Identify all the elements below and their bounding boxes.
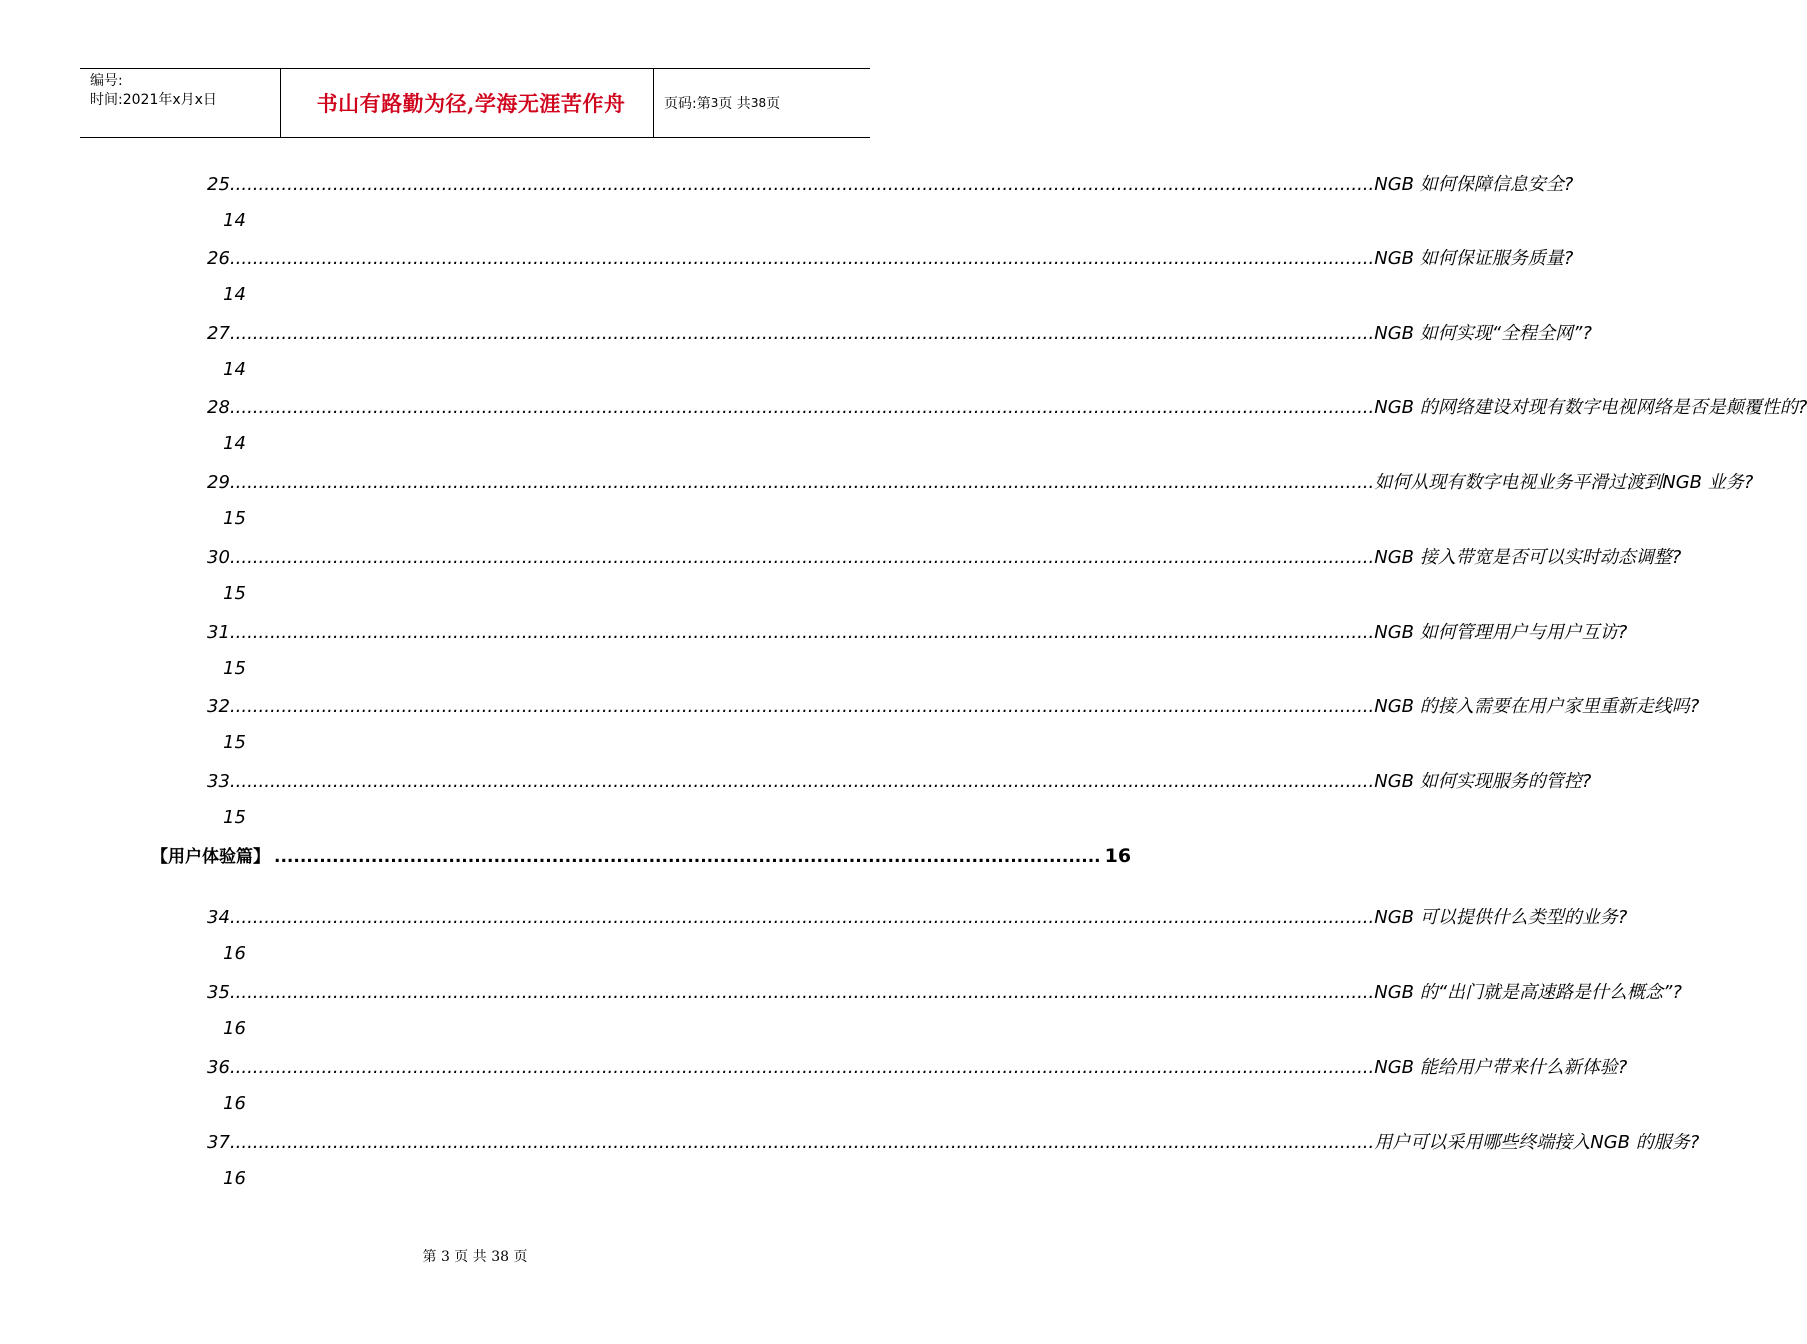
toc-leader-dots: ........................................................................................................................................................................................................ (229, 397, 1375, 418)
toc-entry[interactable] (207, 694, 1700, 756)
header-page-info (654, 69, 870, 137)
toc-leader-dots: ........................................................................................................................................................................................................ (229, 1132, 1375, 1153)
toc-entry-title: NGB 的接入需要在用户家里重新走线吗? (1374, 696, 1700, 717)
toc-entry[interactable] (207, 1055, 1628, 1117)
toc-entry-title: NGB 如何保障信息安全? (1374, 174, 1574, 195)
toc-entry-page: 15 (223, 807, 246, 828)
toc-entry[interactable] (207, 620, 1628, 682)
toc-entry-page: 14 (223, 359, 246, 380)
section-leader-dots: ................................................................................................................................ (274, 847, 1101, 867)
toc-entry-number: 29 (207, 472, 230, 493)
toc-entry-page: 14 (223, 210, 246, 231)
toc-entry-number: 30 (207, 547, 230, 568)
toc-entry-page: 14 (223, 433, 246, 454)
toc-entry-page: 15 (223, 732, 246, 753)
toc-entry[interactable] (207, 321, 1592, 383)
toc-entry-number: 36 (207, 1057, 230, 1078)
toc-leader-dots: ........................................................................................................................................................................................................ (229, 174, 1375, 195)
toc-entry-title: NGB 可以提供什么类型的业务? (1374, 907, 1628, 928)
page-current: 3 (710, 96, 719, 110)
header-motto-cell (281, 69, 654, 137)
toc-entry-number: 32 (207, 696, 230, 717)
header-meta (80, 69, 281, 137)
toc-leader-dots: ........................................................................................................................................................................................................ (229, 622, 1375, 643)
toc-entry-page: 15 (223, 508, 246, 529)
toc-entry-title: NGB 的“出门就是高速路是什么概念”? (1374, 982, 1682, 1003)
toc-entry-title: NGB 如何保证服务质量? (1374, 248, 1574, 269)
toc-entry-number: 31 (207, 622, 230, 643)
toc-entry-number: 26 (207, 248, 230, 269)
toc-entry-page: 16 (223, 1168, 246, 1189)
toc-entry-title: 用户可以采用哪些终端接入NGB 的服务? (1374, 1132, 1700, 1153)
toc-leader-dots: ........................................................................................................................................................................................................ (229, 907, 1375, 928)
toc-section-heading[interactable] (151, 843, 1132, 869)
toc-leader-dots: ........................................................................................................................................................................................................ (229, 472, 1375, 493)
toc-entry[interactable] (207, 470, 1754, 532)
toc-entry-page: 16 (223, 1018, 246, 1039)
toc-entry-page: 16 (223, 1093, 246, 1114)
toc-leader-dots: ........................................................................................................................................................................................................ (229, 547, 1375, 568)
toc-entry[interactable] (207, 545, 1682, 607)
toc-entry-page: 16 (223, 943, 246, 964)
page-footer: 第 3 页 共 38 页 (422, 1249, 528, 1265)
page-suffix: 页 (766, 96, 781, 112)
toc-entry[interactable] (207, 980, 1682, 1042)
toc-leader-dots: ........................................................................................................................................................................................................ (229, 248, 1375, 269)
toc-entry-title: NGB 能给用户带来什么新体验? (1374, 1057, 1628, 1078)
number-label: 编号: (90, 73, 123, 89)
toc-leader-dots: ........................................................................................................................................................................................................ (229, 1057, 1375, 1078)
toc-entry[interactable] (207, 395, 1807, 457)
section-page-number: 16 (1104, 845, 1132, 867)
motto: 书山有路勤为径,学海无涯苦作舟 (316, 91, 626, 116)
toc-leader-dots: ........................................................................................................................................................................................................ (229, 696, 1375, 717)
toc-entry-title: NGB 如何实现“全程全网”? (1374, 323, 1592, 344)
page-total: 38 (750, 96, 767, 110)
toc-entry-page: 14 (223, 284, 246, 305)
toc-entry-number: 34 (207, 907, 230, 928)
toc-entry-number: 25 (207, 174, 230, 195)
toc-entry-number: 33 (207, 771, 230, 792)
toc-entry-title: NGB 接入带宽是否可以实时动态调整? (1374, 547, 1682, 568)
page-header (80, 68, 870, 138)
toc-entry[interactable] (207, 769, 1592, 831)
toc-entry-page: 15 (223, 658, 246, 679)
toc-entry[interactable] (207, 172, 1574, 234)
toc-entry-title: NGB 如何管理用户与用户互访? (1374, 622, 1628, 643)
toc-entry[interactable] (207, 1130, 1700, 1192)
toc-entry-number: 28 (207, 397, 230, 418)
toc-leader-dots: ........................................................................................................................................................................................................ (229, 771, 1375, 792)
toc-entry[interactable] (207, 246, 1574, 308)
toc-entry[interactable] (207, 905, 1628, 967)
toc-entry-title: 如何从现有数字电视业务平滑过渡到NGB 业务? (1374, 472, 1754, 493)
section-title: 【用户体验篇】 (151, 847, 270, 867)
toc-entry-title: NGB 的网络建设对现有数字电视网络是否是颠覆性的? (1374, 397, 1807, 418)
page-mid: 页 共 (718, 96, 751, 112)
time-label: 时间:2021年x月x日 (90, 92, 217, 108)
toc-entry-number: 35 (207, 982, 230, 1003)
page-prefix: 页码:第 (664, 96, 711, 112)
toc-entry-number: 27 (207, 323, 230, 344)
toc-entry-number: 37 (207, 1132, 230, 1153)
toc-entry-page: 15 (223, 583, 246, 604)
toc-leader-dots: ........................................................................................................................................................................................................ (229, 323, 1375, 344)
toc-leader-dots: ........................................................................................................................................................................................................ (229, 982, 1375, 1003)
toc-entry-title: NGB 如何实现服务的管控? (1374, 771, 1592, 792)
